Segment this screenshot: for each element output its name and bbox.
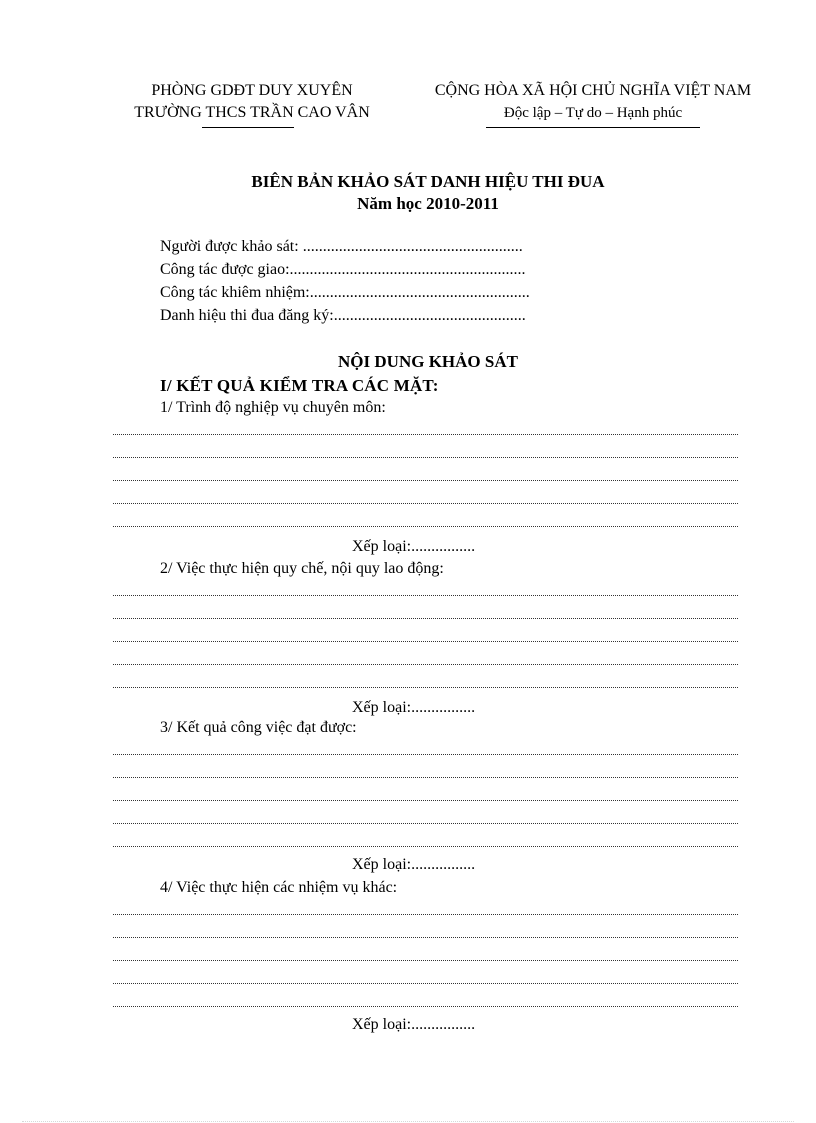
motto-underline xyxy=(486,127,700,128)
answer-line xyxy=(113,823,738,824)
answer-line xyxy=(113,434,738,435)
answer-line xyxy=(113,846,738,847)
question-1-label: 1/ Trình độ nghiệp vụ chuyên môn: xyxy=(160,399,386,416)
answer-line xyxy=(113,641,738,642)
page-bottom-divider xyxy=(22,1121,794,1122)
answer-line xyxy=(113,1006,738,1007)
answer-line xyxy=(113,983,738,984)
department-name: PHÒNG GDĐT DUY XUYÊN xyxy=(151,82,353,99)
school-underline xyxy=(202,127,294,128)
question-3-label: 3/ Kết quả công việc đạt được: xyxy=(160,719,357,736)
school-year: Năm học 2010-2011 xyxy=(357,194,499,213)
answer-line xyxy=(113,937,738,938)
question-1-rank: Xếp loại:................ xyxy=(352,538,476,555)
answer-line xyxy=(113,664,738,665)
national-header xyxy=(404,80,782,124)
national-motto: Độc lập – Tự do – Hạnh phúc xyxy=(503,105,683,121)
answer-line xyxy=(113,526,738,527)
field-registered-title: Danh hiệu thi đua đăng ký:................................................ xyxy=(160,307,526,324)
answer-line xyxy=(113,687,738,688)
field-assigned-work: Công tác được giao:........................................................... xyxy=(160,261,526,278)
answer-line xyxy=(113,914,738,915)
answer-line xyxy=(113,618,738,619)
answer-line xyxy=(113,754,738,755)
answer-line xyxy=(113,503,738,504)
question-4-label: 4/ Việc thực hiện các nhiệm vụ khác: xyxy=(160,879,398,896)
section-heading: NỘI DUNG KHẢO SÁT xyxy=(338,352,518,371)
country-name: CỘNG HÒA XÃ HỘI CHỦ NGHĨA VIỆT NAM xyxy=(434,82,752,99)
agency-header xyxy=(102,80,402,124)
answer-line xyxy=(113,457,738,458)
field-surveyed-person: Người được khảo sát: ....................................................... xyxy=(160,238,523,255)
section-1-heading: I/ KẾT QUẢ KIỂM TRA CÁC MẶT: xyxy=(160,376,439,395)
question-3-rank: Xếp loại:................ xyxy=(352,856,476,873)
question-2-label: 2/ Việc thực hiện quy chế, nội quy lao động: xyxy=(160,560,444,577)
answer-line xyxy=(113,777,738,778)
question-2-rank: Xếp loại:................ xyxy=(352,699,476,716)
answer-line xyxy=(113,480,738,481)
answer-line xyxy=(113,595,738,596)
field-concurrent-work: Công tác khiêm nhiệm:....................................................... xyxy=(160,284,530,301)
document-title: BIÊN BẢN KHẢO SÁT DANH HIỆU THI ĐUA xyxy=(251,172,605,191)
school-name: TRƯỜNG THCS TRẦN CAO VÂN xyxy=(134,104,370,121)
answer-line xyxy=(113,800,738,801)
answer-line xyxy=(113,960,738,961)
question-4-rank: Xếp loại:................ xyxy=(352,1016,476,1033)
